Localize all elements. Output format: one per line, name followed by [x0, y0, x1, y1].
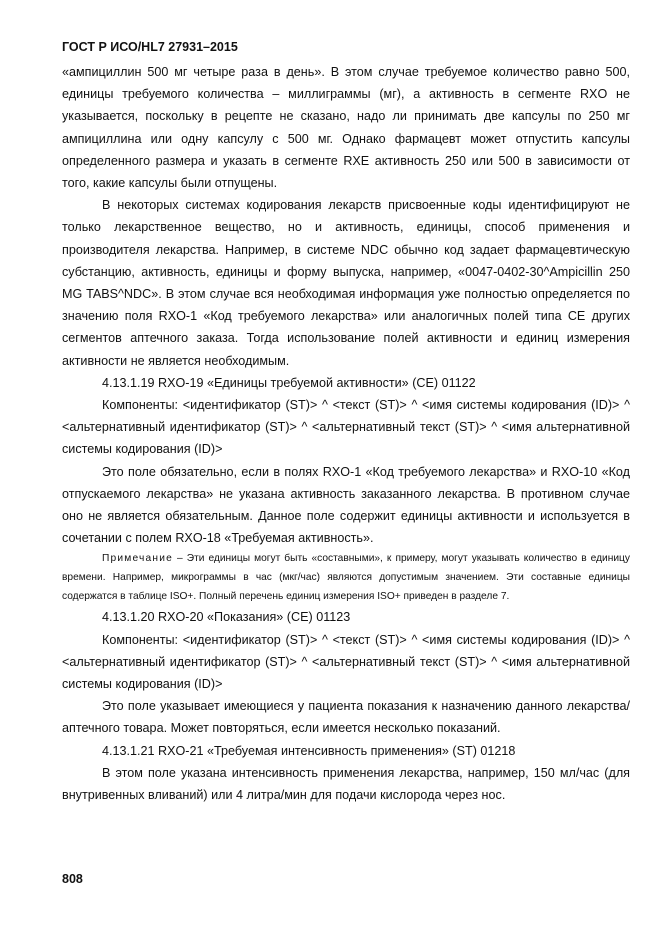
- note: [62, 549, 630, 606]
- section-heading: 4.13.1.20 RXO-20 «Показания» (CE) 01123: [102, 610, 351, 625]
- paragraph: В этом поле указана интенсивность применения лекарства, например, 150 мл/час (для внутривенных вливаний) или 4 литра/мин для подачи кислорода через нос.: [62, 765, 630, 803]
- body-text: [62, 61, 630, 806]
- note-label: Примечание: [102, 553, 173, 565]
- components-paragraph: Компоненты: <идентификатор (ST)> ^ <текст (ST)> ^ <имя системы кодирования (ID)> ^ <альтернативный идентификатор (ST)> ^ <альтернативный текст (ST)> ^ <имя альтернативной системы кодирования (ID)>: [62, 632, 630, 692]
- note-text: – Эти единицы могут быть «составными», к примеру, могут указывать количество в единицу времени. Например, микрограммы в час (мкг/час) являются допустимым значением. Эти составные единицы содержатся в таблице ISO+. Полный перечень единиц измерения ISO+ приведен в разделе 7.: [62, 553, 630, 603]
- paragraph: «ампициллин 500 мг четыре раза в день». В этом случае требуемое количество равно 500, единицы требуемого количества – миллиграммы (мг), а активность в сегменте RXO не указывается, поскольку в рецепте не сказано, надо ли принимать две капсулы по 250 мг ампициллина или одну капсулу с 500 мг. Однако фармацевт может отпустить капсулы определенного размера и указать в сегменте RXE активность 250 или 500 в зависимости от того, какие капсулы были отпущены.: [62, 65, 630, 191]
- paragraph: В некоторых системах кодирования лекарств присвоенные коды идентифицируют не только лекарственное вещество, но и активность, единицы, способ применения и производителя лекарства. Например, в системе NDC обычно код задает фармацевтическую субстанцию, активность, единицы и форму выпуска, например, «0047-0402-30^Ampicillin 250 MG TABS^NDC». В этом случае вся необходимая информация уже полностью определяется по значению поля RXO-1 «Код требуемого лекарства» или аналогичных полей типа CE других сегментов аптечного заказа. Тогда использование полей активности и единиц измерения активности не является необходимым.: [62, 198, 630, 368]
- document-header: ГОСТ Р ИСО/HL7 27931–2015: [62, 40, 238, 54]
- section-heading: 4.13.1.19 RXO-19 «Единицы требуемой активности» (CE) 01122: [102, 375, 476, 390]
- components-paragraph: Компоненты: <идентификатор (ST)> ^ <текст (ST)> ^ <имя системы кодирования (ID)> ^ <альтернативный идентификатор (ST)> ^ <альтернативный текст (ST)> ^ <имя альтернативной системы кодирования (ID)>: [62, 398, 630, 457]
- section-heading: 4.13.1.21 RXO-21 «Требуемая интенсивность применения» (ST) 01218: [102, 743, 516, 758]
- paragraph: Это поле указывает имеющиеся у пациента показания к назначению данного лекарства/аптечного товара. Может повторяться, если имеется несколько показаний.: [62, 699, 630, 736]
- paragraph: Это поле обязательно, если в полях RXO-1 «Код требуемого лекарства» и RXO-10 «Код отпускаемого лекарства» не указана активность заказанного лекарства. В противном случае оно не является обязательным. Данное поле содержит единицы активности и используется в сочетании с полем RXO-18 «Требуемая активность».: [62, 464, 630, 546]
- page-number: 808: [62, 872, 83, 886]
